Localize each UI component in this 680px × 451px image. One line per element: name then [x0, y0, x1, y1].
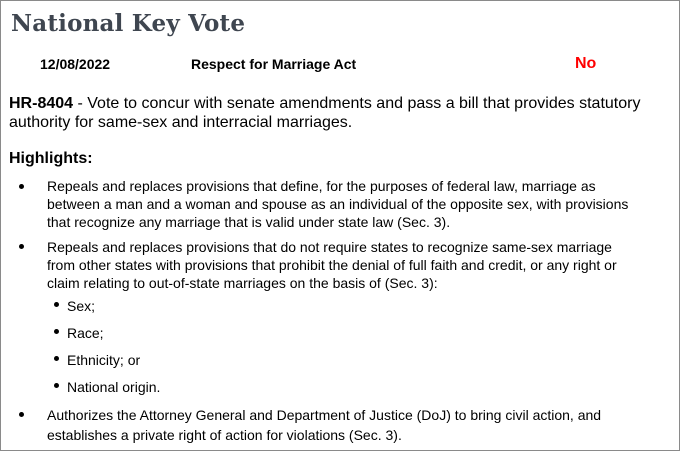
bill-number: HR-8404 — [9, 95, 74, 112]
sub-item: Race; — [67, 325, 104, 341]
vote-name: Respect for Marriage Act — [191, 56, 357, 72]
vote-row — [1, 56, 680, 74]
bullet-icon — [19, 184, 24, 189]
bullet-icon — [19, 244, 24, 249]
bill-summary — [9, 94, 669, 132]
highlight-item-line: that recognize any marriage that is valid under state law (Sec. 3). — [47, 214, 451, 230]
highlight-item-line: claim relating to out-of-state marriages on the basis of (Sec. 3): — [47, 275, 438, 291]
sub-item: Sex; — [67, 298, 96, 314]
page-title: National Key Vote — [11, 10, 246, 37]
highlight-item-line: Authorizes the Attorney General and Department of Justice (DoJ) to bring civil action, and — [47, 407, 602, 423]
sub-bullet-icon — [54, 356, 59, 361]
highlight-item-line: from other states with provisions that prohibit the denial of full faith and credit, or any right or — [47, 257, 617, 273]
highlight-item-line: Repeals and replaces provisions that define, for the purposes of federal law, marriage as — [47, 178, 596, 194]
highlight-item-line: establishes a private right of action for violations (Sec. 3). — [47, 427, 402, 443]
sub-item: National origin. — [67, 379, 161, 395]
bill-summary-text: - Vote to concur with senate amendments and pass a bill that provides statutory authority for same-sex and interracial marriages. — [9, 95, 641, 131]
sub-bullet-icon — [54, 329, 59, 334]
highlight-item-line: between a man and a woman and spouse as an individual of the opposite sex, with provisions — [47, 196, 629, 212]
vote-date: 12/08/2022 — [40, 56, 111, 72]
bullet-icon — [19, 412, 24, 417]
sub-item: Ethnicity; or — [67, 352, 141, 368]
sub-bullet-icon — [54, 383, 59, 388]
sub-bullet-icon — [54, 302, 59, 307]
vote-result: No — [575, 55, 597, 72]
highlight-item-line: Repeals and replaces provisions that do not require states to recognize same-sex marriage — [47, 239, 612, 255]
highlights-heading: Highlights: — [9, 150, 93, 167]
